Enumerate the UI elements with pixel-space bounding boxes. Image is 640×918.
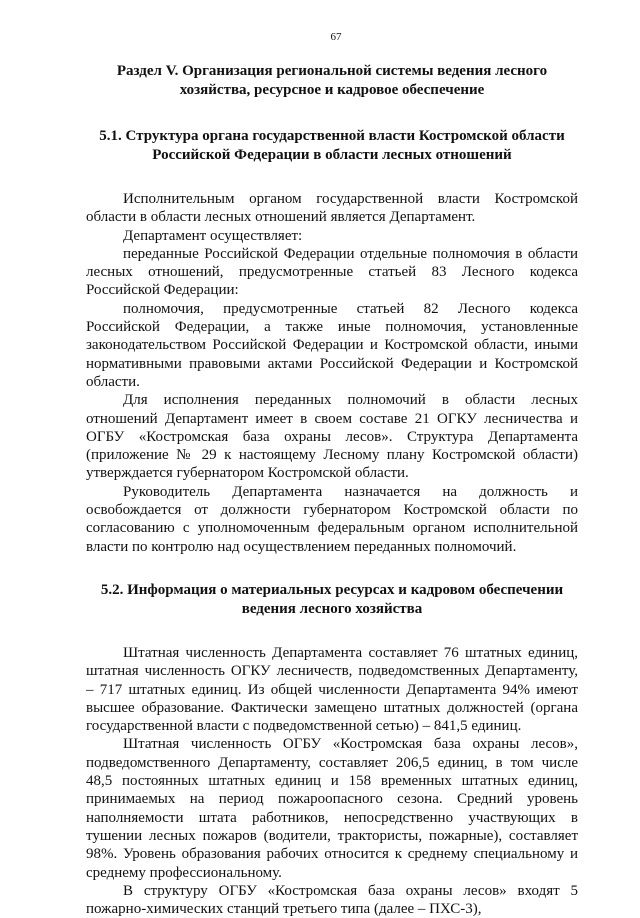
paragraph: Штатная численность Департамента составляет 76 штатных единиц, штатная численность ОГКУ лесничеств, подведомственных Департаменту, – 717 штатных единиц. Из общей численности Департамента 94% имеют высшее образование. Фактически замещено штатных должностей (органа государственной власти с подведомственной сетью) – 841,5 единиц. <box>86 644 578 735</box>
paragraph: Исполнительным органом государственной власти Костромской области в области лесных отношений является Департамент. <box>86 191 578 226</box>
paragraph: переданные Российской Федерации отдельные полномочия в области лесных отношений, предусмотренные статьей 83 Лесного кодекса Российской Федерации: <box>86 245 578 299</box>
paragraph: Руководитель Департамента назначается на должность и освобождается от должности губернатором Костромской области по согласованию с уполномоченным федеральным органом исполнительной власти по контролю над осуществлением переданных полномочий. <box>86 483 578 555</box>
paragraph: Для исполнения переданных полномочий в области лесных отношений Департамент имеет в своем составе 21 ОГКУ лесничества и ОГБУ «Костромская база охраны лесов». Структура Департамента (приложение № 29 к настоящему Лесному плану Костромской области) утверждается губернатором Костромской области. <box>86 392 578 482</box>
paragraph: Штатная численность ОГБУ «Костромская база охраны лесов», подведомственного Департаменту, составляет 206,5 единиц, в том числе 48,5 постоянных штатных единиц и 158 временных штатных единиц, принимаемых на период пожароопасного сезона. Средний уровень наполняемости штата работников, непосредственно участвующих в тушении лесных пожаров (водители, трактористы, пожарные), составляет 98%. Уровень образования рабочих относится к среднему специальному и среднему профессиональному. <box>86 736 578 881</box>
subsection-2-title: 5.2. Информация о материальных ресурсах и кадровом обеспечении ведения лесного хозяйства <box>100 581 564 617</box>
paragraph: Департамент осуществляет: <box>123 227 303 244</box>
page-number: 67 <box>330 31 342 43</box>
subsection-1-body <box>86 190 578 556</box>
paragraph: В структуру ОГБУ «Костромская база охраны лесов» входят 5 пожарно-химических станций третьего типа (далее – ПХС-3), <box>86 882 578 918</box>
section-title: Раздел V. Организация региональной системы ведения лесного хозяйства, ресурсное и кадровое обеспечение <box>116 63 548 98</box>
subsection-1-title: 5.1. Структура органа государственной власти Костромской области Российской Федерации в области лесных отношений <box>99 128 565 163</box>
document-page <box>86 30 578 918</box>
subsection-2-body <box>86 644 578 918</box>
paragraph: полномочия, предусмотренные статьей 82 Лесного кодекса Российской Федерации, а также иные полномочия, установленные законодательством Российской Федерации и Костромской области, иными нормативными правовыми актами Российской Федерации и Костромской области. <box>86 300 578 390</box>
